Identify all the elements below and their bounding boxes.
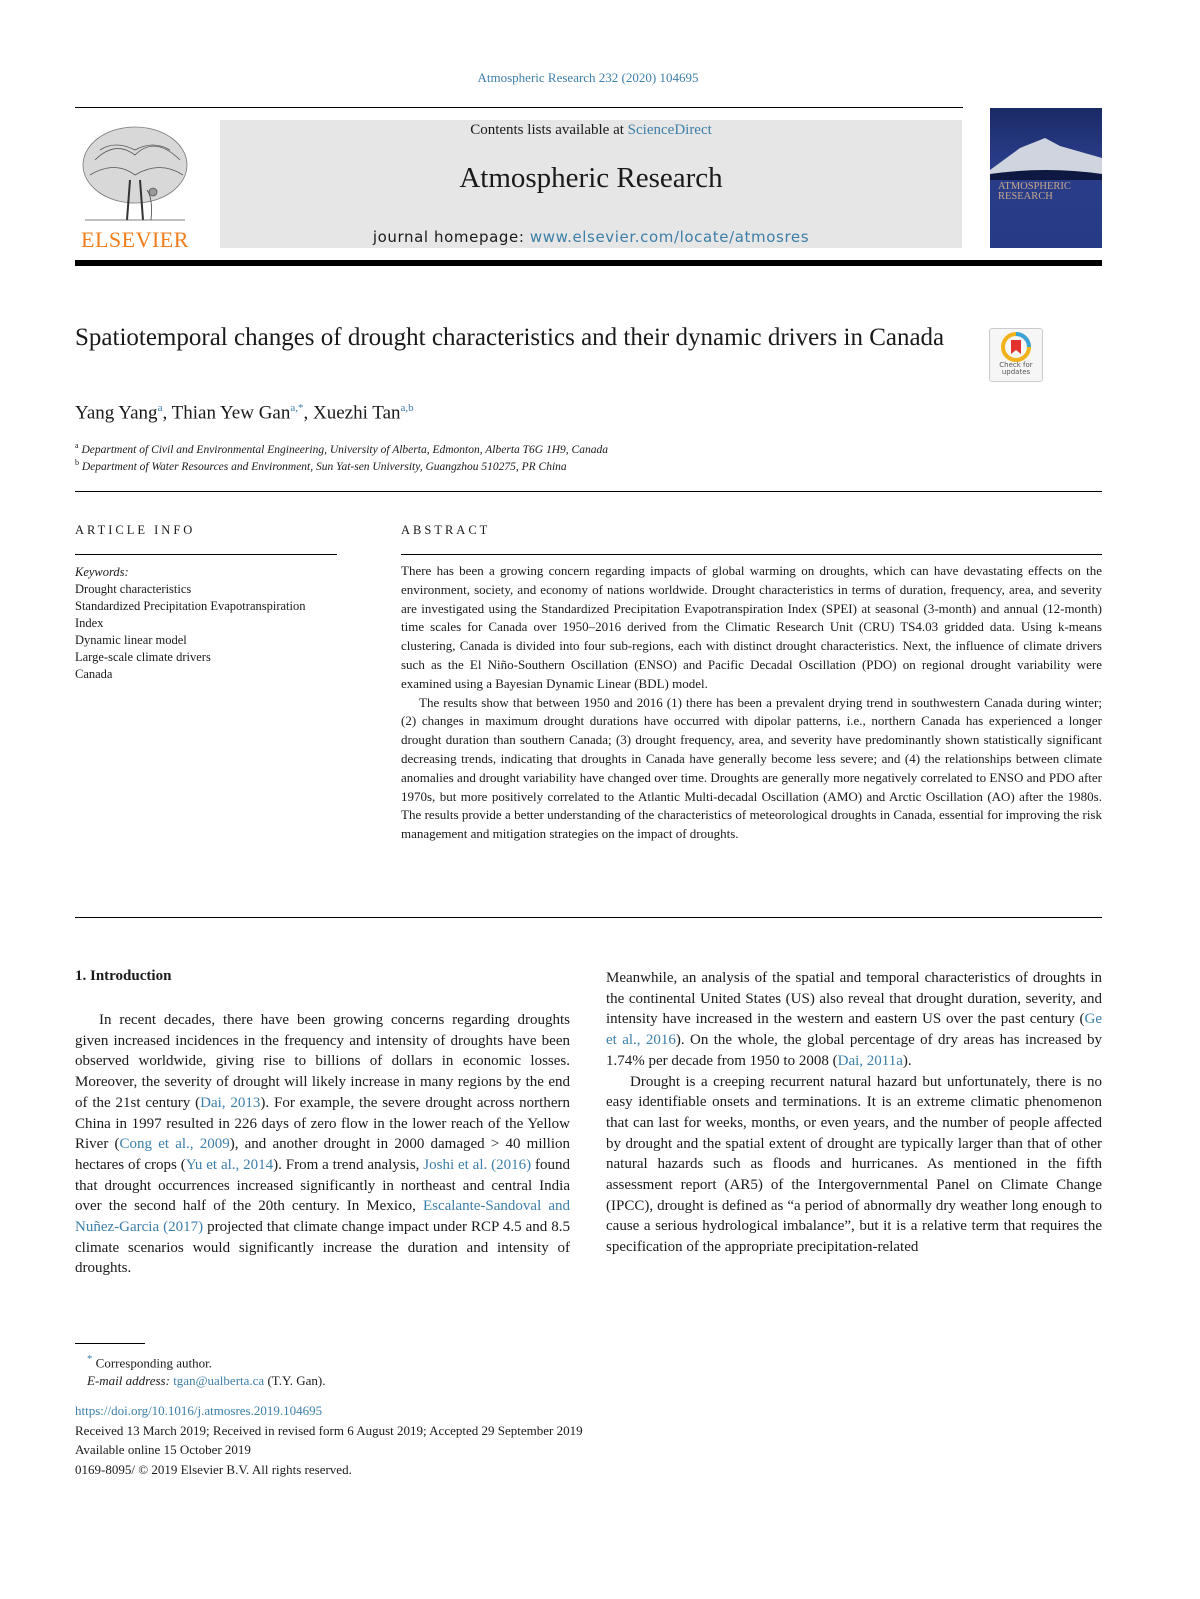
footnote-rule bbox=[75, 1343, 145, 1344]
keyword-item: Large-scale climate drivers bbox=[75, 650, 211, 664]
affiliation-mark: b bbox=[75, 458, 79, 467]
copyright: 0169-8095/ © 2019 Elsevier B.V. All rights reserved. bbox=[75, 1461, 352, 1477]
abstract-end-rule bbox=[75, 917, 1102, 918]
check-for-updates-icon bbox=[1001, 332, 1031, 362]
journal-citation[interactable]: Atmospheric Research 232 (2020) 104695 bbox=[477, 70, 699, 85]
keywords-block bbox=[75, 564, 337, 683]
author-name[interactable]: Yang Yang bbox=[75, 402, 158, 424]
author-name[interactable]: Xuezhi Tan bbox=[313, 402, 401, 424]
elsevier-wordmark: ELSEVIER bbox=[81, 227, 189, 252]
article-info-rule bbox=[75, 554, 337, 555]
header-thick-rule bbox=[75, 260, 1102, 266]
check-for-updates-button[interactable] bbox=[989, 328, 1043, 382]
cover-title: ATMOSPHERIC RESEARCH bbox=[998, 181, 1071, 202]
email-label: E-mail address: bbox=[87, 1373, 170, 1389]
author-affiliation-mark[interactable]: a,* bbox=[290, 402, 304, 414]
check-for-updates-label: Check for updates bbox=[999, 361, 1033, 376]
journal-name: Atmospheric Research bbox=[459, 162, 723, 194]
keyword-item: Dynamic linear model bbox=[75, 633, 187, 647]
introduction-heading: 1. Introduction bbox=[75, 968, 172, 984]
available-online: Available online 15 October 2019 bbox=[75, 1442, 251, 1457]
history-dates: Received 13 March 2019; Received in revised form 6 August 2019; Accepted 29 September 2019 bbox=[75, 1422, 583, 1438]
article-footer bbox=[75, 1401, 583, 1479]
body-paragraph: In recent decades, there have been growing concerns regarding droughts given increased incidences in the frequency and intensity of droughts have been observed worldwide, giving rise to billions of dollars in economic losses. Moreover, the severity of drought will likely increase in many regions by the end of the 21st century (Dai, 2013). For example, the severe drought across northern China in 1997 resulted in 226 days of zero flow in the lower reach of the Yellow River (Cong et al., 2009), and another drought in 2000 damaged > 40 million hectares of crops (Yu et al., 2014). From a trend analysis, Joshi et al. (2016) found that drought occurrences increased significantly in northeast and central India over the second half of the 20th century. In Mexico, Escalante-Sandoval and Nuñez-Garcia (2017) projected that climate change impact under RCP 4.5 and 8.5 climate scenarios would significantly increase the duration and intensity of droughts. bbox=[75, 1012, 571, 1277]
reference-link[interactable]: Joshi et al. (2016) bbox=[423, 1156, 532, 1173]
keyword-item: Canada bbox=[75, 667, 113, 681]
article-title: Spatiotemporal changes of drought characteristics and their dynamic drivers in Canada bbox=[75, 324, 945, 351]
affiliation-b bbox=[75, 458, 567, 473]
body-paragraph: Drought is a creeping recurrent natural hazard but unfortunately, there is no easy identifiable onsets and terminations. It is an extreme climatic phenomenon that can last for weeks, months, or even years, and the number of people affected by drought and the spatial extent of drought are typically larger than that of other natural hazards such as floods and hurricanes. As mentioned in the fifth assessment report (AR5) of the Intergovernmental Panel on Climate Change (IPCC), drought is defined as “a period of abnormally dry weather long enough to cause a serious hydrological imbalance”, but it is a relative term that requires the specification of the appropriate precipitation-related bbox=[606, 1073, 1102, 1256]
author-list: Yang Yang$^a$, Thian Yew Gan$^{a,*}$, Xuezhi Tan$^{a,b}$ bbox=[75, 402, 414, 424]
homepage-prefix: journal homepage: bbox=[372, 228, 530, 246]
cover-image bbox=[990, 108, 1102, 248]
reference-link[interactable]: Ge et al., 2016 bbox=[606, 1011, 1102, 1049]
body-column-right bbox=[606, 968, 1102, 1258]
body-paragraph: Meanwhile, an analysis of the spatial and temporal characteristics of droughts in the continental United States (US) also reveal that drought duration, severity, and intensity have increased in the western and eastern US over the past century (Ge et al., 2016). On the whole, the global percentage of dry areas has increased by 1.74% per decade from 1950 to 2008 (Dai, 2011a). bbox=[606, 970, 1102, 1069]
footnote bbox=[87, 1350, 325, 1390]
contents-prefix: Contents lists available at bbox=[470, 122, 628, 138]
abstract-text bbox=[401, 562, 1102, 844]
affiliation-a bbox=[75, 441, 608, 456]
reference-link[interactable]: Dai, 2011a bbox=[837, 1052, 903, 1069]
abstract-heading: ABSTRACT bbox=[401, 523, 491, 537]
affiliation-rule bbox=[75, 491, 1102, 492]
reference-link[interactable]: Dai, 2013 bbox=[200, 1094, 261, 1111]
keyword-item: Drought characteristics bbox=[75, 582, 192, 596]
homepage-link[interactable]: www.elsevier.com/locate/atmosres bbox=[529, 228, 810, 246]
affiliation-text: Department of Water Resources and Environment, Sun Yat-sen University, Guangzhou 510275, PR China bbox=[81, 460, 567, 473]
contents-line bbox=[220, 122, 962, 139]
affiliation-text: Department of Civil and Environmental Engineering, University of Alberta, Edmonton, Alberta T6G 1H9, Canada bbox=[81, 443, 608, 456]
abstract-paragraph: There has been a growing concern regarding impacts of global warming on droughts, which can have devastating effects on the environment, society, and economy of nations worldwide. Drought characteristics in terms of duration, frequency, area, and severity are investigated using the Standardized Precipitation Evapotranspiration Index (SPEI) at seasonal (3-month) and annual (12-month) time scales for Canada over 1950–2016 derived from the Climatic Research Unit (CRU) TS4.03 gridded data. Using k-means clustering, Canada is divided into four sub-regions, each with distinct drought characteristics. Next, the influence of climate drivers such as the El Niño-Southern Oscillation (ENSO) and Pacific Decadal Oscillation (PDO) on regional drought variability were examined using a Bayesian Dynamic Linear (BDL) model. bbox=[401, 563, 1102, 691]
journal-cover[interactable] bbox=[990, 108, 1102, 248]
header-rule bbox=[75, 107, 963, 108]
keywords-label: Keywords: bbox=[75, 565, 129, 579]
corresponding-author-note: * Corresponding author. bbox=[87, 1353, 212, 1371]
email-link[interactable]: tgan@ualberta.ca bbox=[173, 1373, 265, 1389]
author-affiliation-mark[interactable]: a,b bbox=[400, 402, 414, 414]
keyword-item: Standardized Precipitation Evapotranspiration Index bbox=[75, 599, 306, 630]
email-note: E-mail address: tgan@ualberta.ca (T.Y. Gan). bbox=[87, 1373, 326, 1389]
abstract-rule bbox=[401, 554, 1102, 555]
journal-banner bbox=[220, 120, 962, 248]
sciencedirect-link[interactable]: ScienceDirect bbox=[627, 122, 712, 138]
author-name[interactable]: Thian Yew Gan bbox=[171, 402, 291, 424]
reference-link[interactable]: Escalante-Sandoval and Nuñez-Garcia (2017) bbox=[75, 1198, 570, 1236]
affiliation-mark: a bbox=[75, 441, 79, 450]
reference-link[interactable]: Cong et al., 2009 bbox=[119, 1136, 230, 1153]
article-info-heading: ARTICLE INFO bbox=[75, 523, 196, 537]
abstract-paragraph: The results show that between 1950 and 2016 (1) there has been a prevalent drying trend in southwestern Canada during winter; (2) changes in maximum drought durations have occurred with dipolar patterns, i.e., northern Canada has experienced a longer drought duration than southern Canada; (3) drought frequency, area, and severity have predominantly shown statistically significant decreasing trends, indicating that droughts in Canada have generally become less severe; and (4) the relationships between climate anomalies and drought variability have changed over time. Droughts are generally more negatively correlated to ENSO and PDO after 1970s, but more positively correlated to the Atlantic Multi-decadal Oscillation (AMO) and Arctic Oscillation (AO) after the 1980s. The results provide a better understanding of the characteristics of meteorological droughts in Canada, essential for improving the risk management and mitigation strategies on the impact of droughts. bbox=[401, 694, 1102, 842]
body-column-left bbox=[75, 1010, 570, 1279]
footnote-mark: * bbox=[87, 1353, 93, 1365]
author-affiliation-mark[interactable]: a bbox=[157, 402, 163, 414]
reference-link[interactable]: Yu et al., 2014 bbox=[185, 1156, 274, 1173]
doi-link[interactable]: https://doi.org/10.1016/j.atmosres.2019.104695 bbox=[75, 1403, 323, 1418]
homepage-line bbox=[220, 228, 962, 246]
